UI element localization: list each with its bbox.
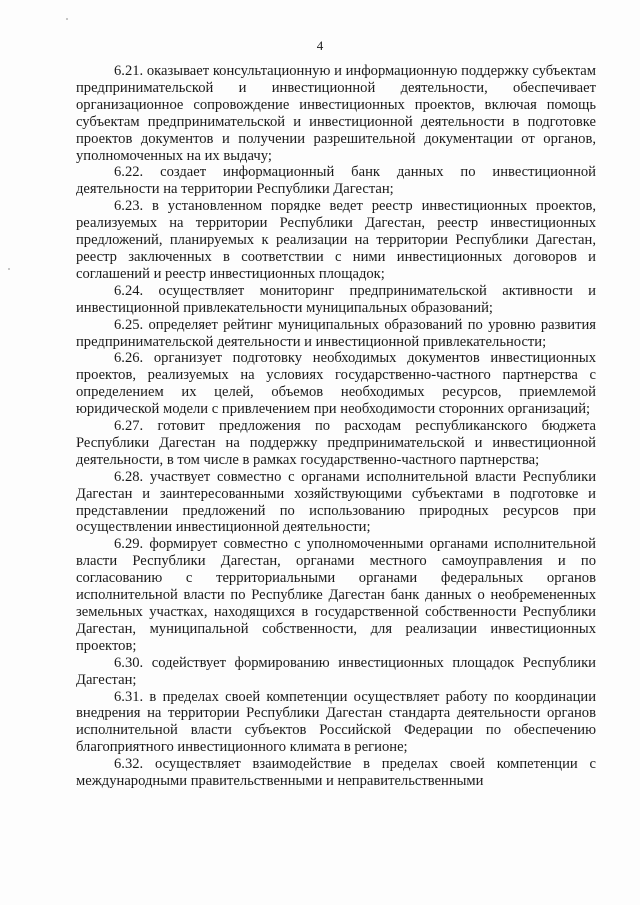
paragraph-6-22: 6.22. создает информационный банк данных по инвестиционной деятельности на территории Республики Дагестан; [76, 164, 596, 198]
paragraph-6-21: 6.21. оказывает консультационную и информационную поддержку субъектам предпринимательской и инвестиционной деятельности, обеспечивает организационное сопровождение инвестиционных проектов, включая помощь субъектам предпринимательской и инвестиционной деятельности в подготовке проектов документов и получении разрешительной документации от органов, уполномоченных на их выдачу; [76, 63, 596, 164]
scan-speck [8, 268, 10, 270]
paragraph-6-28: 6.28. участвует совместно с органами исполнительной власти Республики Дагестан и заинтересованными хозяйствующими субъектами в подготовке и представлении предложений по использованию природных ресурсов при осуществлении инвестиционной деятельности; [76, 468, 596, 536]
page-number: 4 [316, 38, 324, 53]
paragraph-6-23: 6.23. в установленном порядке ведет реестр инвестиционных проектов, реализуемых на территории Республики Дагестан, реестр инвестиционных предложений, планируемых к реализации на территории Республики Дагестан, реестр заключенных в соответствии с ними инвестиционных договоров и соглашений и реестр инвестиционных площадок; [76, 198, 596, 282]
paragraph-6-25: 6.25. определяет рейтинг муниципальных образований по уровню развития предпринимательской деятельности и инвестиционной привлекательности; [76, 316, 596, 350]
paragraph-6-32: 6.32. осуществляет взаимодействие в пределах своей компетенции с международными правительственными и неправительственными [76, 756, 596, 790]
paragraph-6-24: 6.24. осуществляет мониторинг предпринимательской активности и инвестиционной привлекательности муниципальных образований; [76, 282, 596, 316]
paragraph-6-31: 6.31. в пределах своей компетенции осуществляет работу по координации внедрения на территории Республики Дагестан стандарта деятельности органов исполнительной власти субъектов Российской Федерации по обеспечению благоприятного инвестиционного климата в регионе; [76, 688, 596, 756]
paragraph-6-30: 6.30. содействует формированию инвестиционных площадок Республики Дагестан; [76, 654, 596, 688]
document-body [76, 63, 596, 790]
paragraph-6-27: 6.27. готовит предложения по расходам республиканского бюджета Республики Дагестан на поддержку предпринимательской и инвестиционной деятельности, в том числе в рамках государственно-частного партнерства; [76, 418, 596, 468]
paragraph-6-26: 6.26. организует подготовку необходимых документов инвестиционных проектов, реализуемых на условиях государственно-частного партнерства с определением их целей, объемов необходимых ресурсов, приемлемой юридической модели с привлечением при необходимости сторонних организаций; [76, 350, 596, 418]
scan-speck [66, 18, 68, 20]
paragraph-6-29: 6.29. формирует совместно с уполномоченными органами исполнительной власти Республики Дагестан, органами местного самоуправления и по согласованию с территориальными органами федеральных органов исполнительной власти по Республике Дагестан банк данных о необремененных земельных участках, находящихся в государственной собственности Республики Дагестан, муниципальной собственности, для реализации инвестиционных проектов; [76, 536, 596, 654]
